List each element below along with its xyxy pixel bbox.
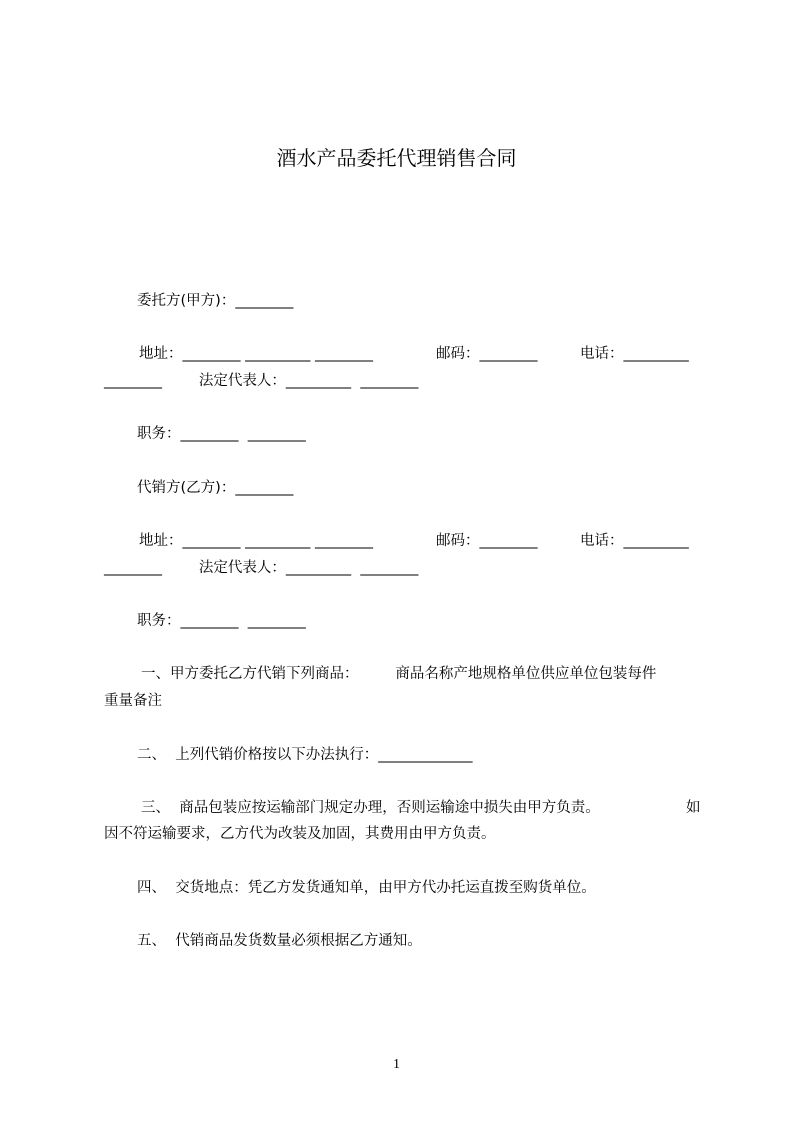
clause-2: 二、 上列代销价格按以下办法执行：_____________ xyxy=(137,747,473,763)
party-b-postcode: 邮码：________ xyxy=(436,533,538,549)
clause-3-line-1: 三、 商品包装应按运输部门规定办理，否则运输途中损失由甲方负责。 xyxy=(141,800,600,816)
party-a-representative: ________ 法定代表人：_________ ________ xyxy=(104,373,419,389)
party-b-position: 职务：________ ________ xyxy=(137,613,306,629)
party-a-phone: 电话：_________ xyxy=(580,346,689,362)
clause-1-line-1: 一、甲方委托乙方代销下列商品： 商品名称产地规格单位供应单位包装每件 xyxy=(141,666,657,682)
party-b-address: 地址：________ _________ ________ xyxy=(139,533,373,549)
document-title: 酒水产品委托代理销售合同 xyxy=(276,146,517,170)
page-number: 1 xyxy=(393,1057,400,1072)
party-b-label: 代销方(乙方)：________ xyxy=(137,480,294,496)
party-b-phone: 电话：_________ xyxy=(580,533,689,549)
party-a-position: 职务：________ ________ xyxy=(137,426,306,442)
clause-3-line-2: 因不符运输要求，乙方代为改装及加固，其费用由甲方负责。 xyxy=(104,826,496,842)
clause-1-line-2: 重量备注 xyxy=(104,693,162,709)
clause-4: 四、 交货地点：凭乙方发货通知单，由甲方代办托运直拨至购货单位。 xyxy=(137,880,596,896)
clause-3-line-1-tail: 如 xyxy=(686,800,701,816)
party-b-representative: ________ 法定代表人：_________ ________ xyxy=(104,560,419,576)
clause-5: 五、 代销商品发货数量必须根据乙方通知。 xyxy=(137,933,422,949)
party-a-postcode: 邮码：________ xyxy=(436,346,538,362)
party-a-label: 委托方(甲方)：________ xyxy=(137,293,294,309)
party-a-address: 地址：________ _________ ________ xyxy=(139,346,373,362)
